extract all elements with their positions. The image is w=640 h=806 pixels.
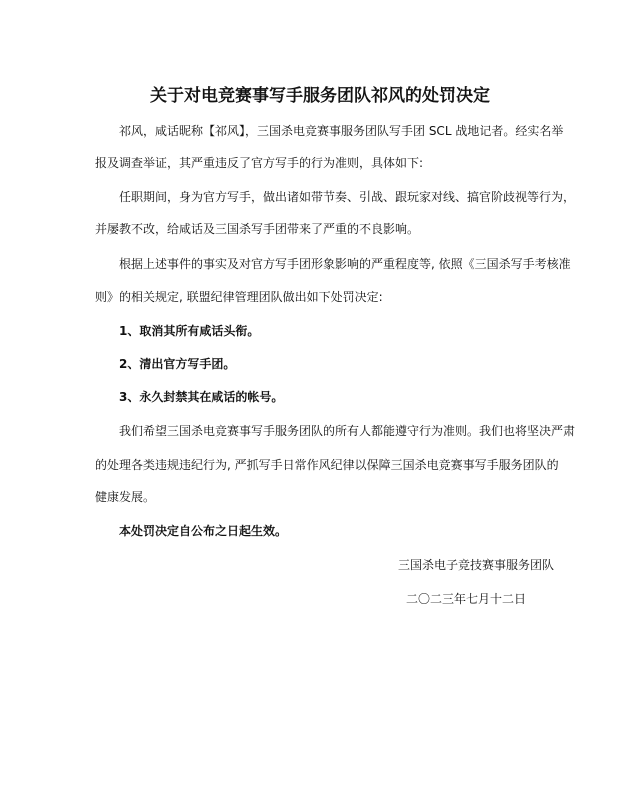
- decision-item-2: 2、清出官方写手团。: [119, 357, 236, 371]
- paragraph-4-line-3: 健康发展。: [95, 490, 156, 504]
- document-title: 关于对电竞赛事写手服务团队祁风的处罚决定: [150, 86, 490, 106]
- paragraph-2-line-2: 并屡教不改，给咸话及三国杀写手团带来了严重的不良影响。: [95, 222, 420, 236]
- paragraph-1-line-2: 报及调查举证，其严重违反了官方写手的行为准则，具体如下:: [95, 156, 424, 170]
- paragraph-4-line-1: 我们希望三国杀电竞赛事写手服务团队的所有人都能遵守行为准则。我们也将坚决严肃: [119, 424, 576, 438]
- signature-organization: 三国杀电子竞技赛事服务团队: [398, 558, 555, 572]
- paragraph-3-line-2: 则》的相关规定, 联盟纪律管理团队做出如下处罚决定:: [95, 290, 383, 304]
- paragraph-3-line-1: 根据上述事件的事实及对官方写手团形象影响的严重程度等, 依照《三国杀写手考核准: [119, 257, 571, 271]
- paragraph-1-line-1: 祁风，咸话昵称【祁风】，三国杀电竞赛事服务团队写手团 SCL 战地记者。经实名举: [119, 124, 564, 138]
- paragraph-4-line-2: 的处理各类违规违纪行为, 严抓写手日常作风纪律以保障三国杀电竞赛事写手服务团队的: [95, 458, 559, 472]
- signature-date: 二〇二三年七月十二日: [406, 592, 527, 606]
- decision-item-1: 1、取消其所有咸话头衔。: [119, 324, 260, 338]
- decision-item-3: 3、永久封禁其在咸话的帐号。: [119, 390, 284, 404]
- paragraph-2-line-1: 任职期间，身为官方写手，做出诸如带节奏、引战、跟玩家对线、搞官阶歧视等行为，: [119, 190, 576, 204]
- effective-statement: 本处罚决定自公布之日起生效。: [119, 524, 288, 538]
